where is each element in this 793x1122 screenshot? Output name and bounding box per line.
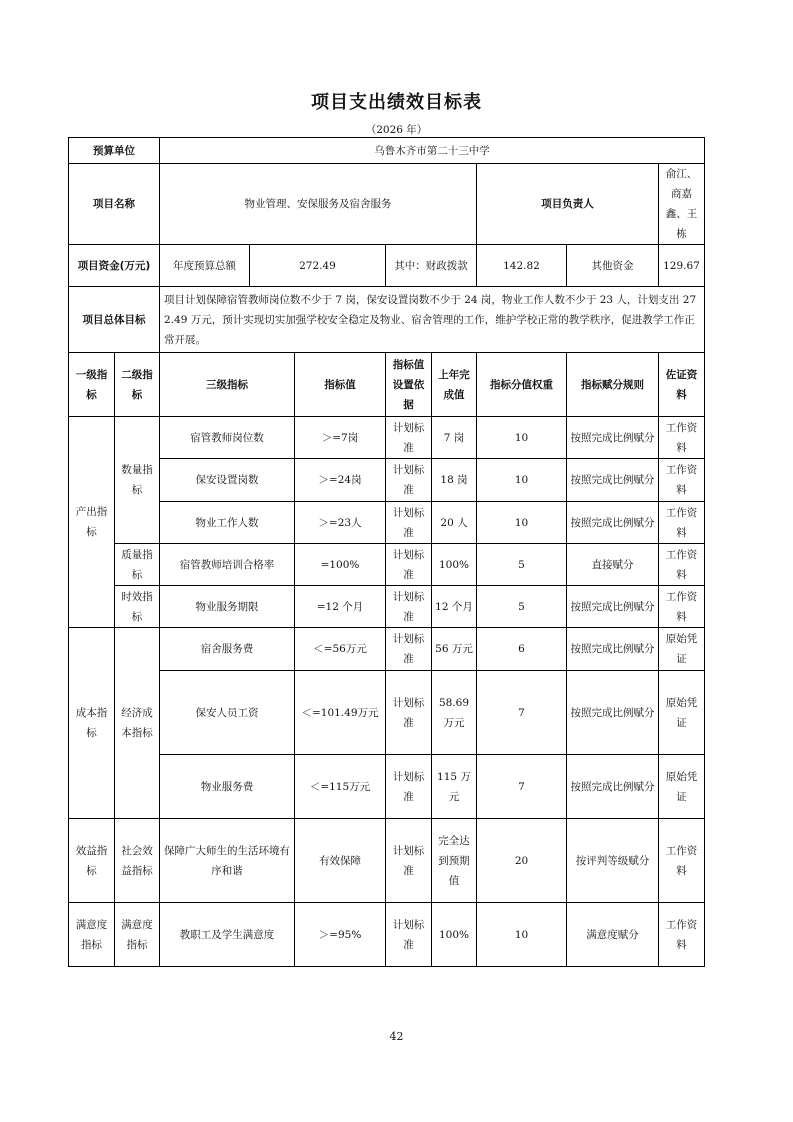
indicator-weight: 10: [477, 459, 567, 502]
indicator-name: 宿舍服务费: [160, 628, 295, 671]
indicator-rule: 按照完成比例赋分: [567, 586, 659, 628]
overall-goal-text: 项目计划保障宿管教师岗位数不少于 7 岗，保安设置岗数不少于 24 岗，物业工作人数不少于 23 人，计划支出 272.49 万元，预计实现切实加强学校安全稳定及物业、宿舍管理的工作，维护学校正常的教学秩序，促进教学工作正常开展。: [160, 287, 705, 353]
indicator-weight: 6: [477, 628, 567, 671]
page-number: 42: [389, 1030, 404, 1043]
indicator-rule: 按照完成比例赋分: [567, 755, 659, 819]
indicator-last-year: 100%: [432, 903, 477, 967]
indicator-value: 有效保障: [295, 819, 386, 903]
level2-quantity: 数量指标: [115, 417, 160, 544]
level2-satisfaction: 满意度指标: [115, 903, 160, 967]
table-row: [69, 903, 705, 967]
indicator-rule: 按照完成比例赋分: [567, 459, 659, 502]
indicator-weight: 10: [477, 502, 567, 544]
level1-satisfaction: 满意度指标: [69, 903, 115, 967]
indicator-weight: 5: [477, 586, 567, 628]
project-owner-value: 俞江、商嘉鑫、王栋: [659, 164, 705, 245]
indicator-name: 保安人员工资: [160, 671, 295, 755]
indicator-weight: 7: [477, 671, 567, 755]
header-basis: 指标值设置依据: [386, 353, 432, 417]
header-row: [69, 353, 705, 417]
indicator-basis: 计划标准: [386, 903, 432, 967]
other-funds-value: 129.67: [659, 245, 705, 287]
indicator-weight: 5: [477, 544, 567, 586]
header-level1: 一级指标: [69, 353, 115, 417]
indicator-evidence: 原始凭证: [659, 755, 705, 819]
indicator-basis: 计划标准: [386, 502, 432, 544]
indicator-basis: 计划标准: [386, 819, 432, 903]
year-subtitle: （2026 年）: [365, 124, 428, 136]
budget-unit-label: 预算单位: [69, 138, 160, 164]
table-row: [69, 755, 705, 819]
table-row: [69, 138, 705, 164]
indicator-evidence: 工作资料: [659, 544, 705, 586]
indicator-rule: 满意度赋分: [567, 903, 659, 967]
table-row: [69, 245, 705, 287]
indicator-weight: 10: [477, 903, 567, 967]
page-title: 项目支出绩效目标表: [311, 92, 482, 113]
indicator-evidence: 工作资料: [659, 819, 705, 903]
table-row: [69, 586, 705, 628]
project-fund-label: 项目资金(万元): [69, 245, 160, 287]
level2-social: 社会效益指标: [115, 819, 160, 903]
indicator-basis: 计划标准: [386, 417, 432, 459]
indicator-name: 保障广大师生的生活环境有序和谐: [160, 819, 295, 903]
project-name-label: 项目名称: [69, 164, 160, 245]
indicator-last-year: 58.69万元: [432, 671, 477, 755]
indicator-last-year: 115 万元: [432, 755, 477, 819]
indicator-rule: 按照完成比例赋分: [567, 417, 659, 459]
table-row: [69, 459, 705, 502]
indicator-name: 物业服务费: [160, 755, 295, 819]
indicator-name: 宿管教师培训合格率: [160, 544, 295, 586]
indicator-value: =100%: [295, 544, 386, 586]
table-row: [69, 287, 705, 353]
indicator-name: 宿管教师岗位数: [160, 417, 295, 459]
indicator-basis: 计划标准: [386, 755, 432, 819]
level1-benefit: 效益指标: [69, 819, 115, 903]
project-name-value: 物业管理、安保服务及宿舍服务: [160, 164, 477, 245]
indicator-weight: 10: [477, 417, 567, 459]
indicator-evidence: 原始凭证: [659, 628, 705, 671]
indicator-value: ＜=115万元: [295, 755, 386, 819]
budget-unit-value: 乌鲁木齐市第二十三中学: [160, 138, 705, 164]
indicator-last-year: 100%: [432, 544, 477, 586]
indicator-rule: 按评判等级赋分: [567, 819, 659, 903]
indicator-last-year: 完全达到预期值: [432, 819, 477, 903]
annual-budget-value: 272.49: [250, 245, 386, 287]
indicator-evidence: 原始凭证: [659, 671, 705, 755]
level1-output: 产出指标: [69, 417, 115, 628]
indicator-value: ＞=23人: [295, 502, 386, 544]
other-funds-label: 其他资金: [567, 245, 659, 287]
indicator-value: ＞=7岗: [295, 417, 386, 459]
header-weight: 指标分值权重: [477, 353, 567, 417]
indicator-value: ＜=101.49万元: [295, 671, 386, 755]
indicator-last-year: 12 个月: [432, 586, 477, 628]
indicator-value: ＞=24岗: [295, 459, 386, 502]
indicator-evidence: 工作资料: [659, 417, 705, 459]
indicator-evidence: 工作资料: [659, 502, 705, 544]
indicator-name: 教职工及学生满意度: [160, 903, 295, 967]
header-rule: 指标赋分规则: [567, 353, 659, 417]
indicator-last-year: 7 岗: [432, 417, 477, 459]
indicator-last-year: 56 万元: [432, 628, 477, 671]
indicator-evidence: 工作资料: [659, 586, 705, 628]
table-row: [69, 544, 705, 586]
header-evidence: 佐证资料: [659, 353, 705, 417]
table-row: [69, 819, 705, 903]
indicator-evidence: 工作资料: [659, 903, 705, 967]
indicator-basis: 计划标准: [386, 628, 432, 671]
overall-goal-label: 项目总体目标: [69, 287, 160, 353]
indicator-last-year: 18 岗: [432, 459, 477, 502]
level2-quality: 质量指标: [115, 544, 160, 586]
fiscal-allocation-label: 其中：财政拨款: [386, 245, 477, 287]
header-value: 指标值: [295, 353, 386, 417]
indicator-value: ＞=95%: [295, 903, 386, 967]
indicator-basis: 计划标准: [386, 671, 432, 755]
indicator-value: ＜=56万元: [295, 628, 386, 671]
table-row: [69, 417, 705, 459]
indicator-rule: 按照完成比例赋分: [567, 628, 659, 671]
performance-table: [68, 137, 705, 967]
header-last-year: 上年完成值: [432, 353, 477, 417]
level2-timeliness: 时效指标: [115, 586, 160, 628]
header-level3: 三级指标: [160, 353, 295, 417]
indicator-name: 物业服务期限: [160, 586, 295, 628]
indicator-rule: 按照完成比例赋分: [567, 671, 659, 755]
indicator-last-year: 20 人: [432, 502, 477, 544]
table-row: [69, 164, 705, 245]
indicator-value: =12 个月: [295, 586, 386, 628]
fiscal-allocation-value: 142.82: [477, 245, 567, 287]
indicator-evidence: 工作资料: [659, 459, 705, 502]
project-owner-label: 项目负责人: [477, 164, 659, 245]
indicator-weight: 20: [477, 819, 567, 903]
level2-economic: 经济成本指标: [115, 628, 160, 819]
indicator-name: 物业工作人数: [160, 502, 295, 544]
indicator-basis: 计划标准: [386, 586, 432, 628]
indicator-basis: 计划标准: [386, 544, 432, 586]
indicator-weight: 7: [477, 755, 567, 819]
table-row: [69, 628, 705, 671]
indicator-rule: 直接赋分: [567, 544, 659, 586]
indicator-name: 保安设置岗数: [160, 459, 295, 502]
table-row: [69, 502, 705, 544]
header-level2: 二级指标: [115, 353, 160, 417]
indicator-rule: 按照完成比例赋分: [567, 502, 659, 544]
annual-budget-label: 年度预算总额: [160, 245, 250, 287]
indicator-basis: 计划标准: [386, 459, 432, 502]
table-row: [69, 671, 705, 755]
level1-cost: 成本指标: [69, 628, 115, 819]
